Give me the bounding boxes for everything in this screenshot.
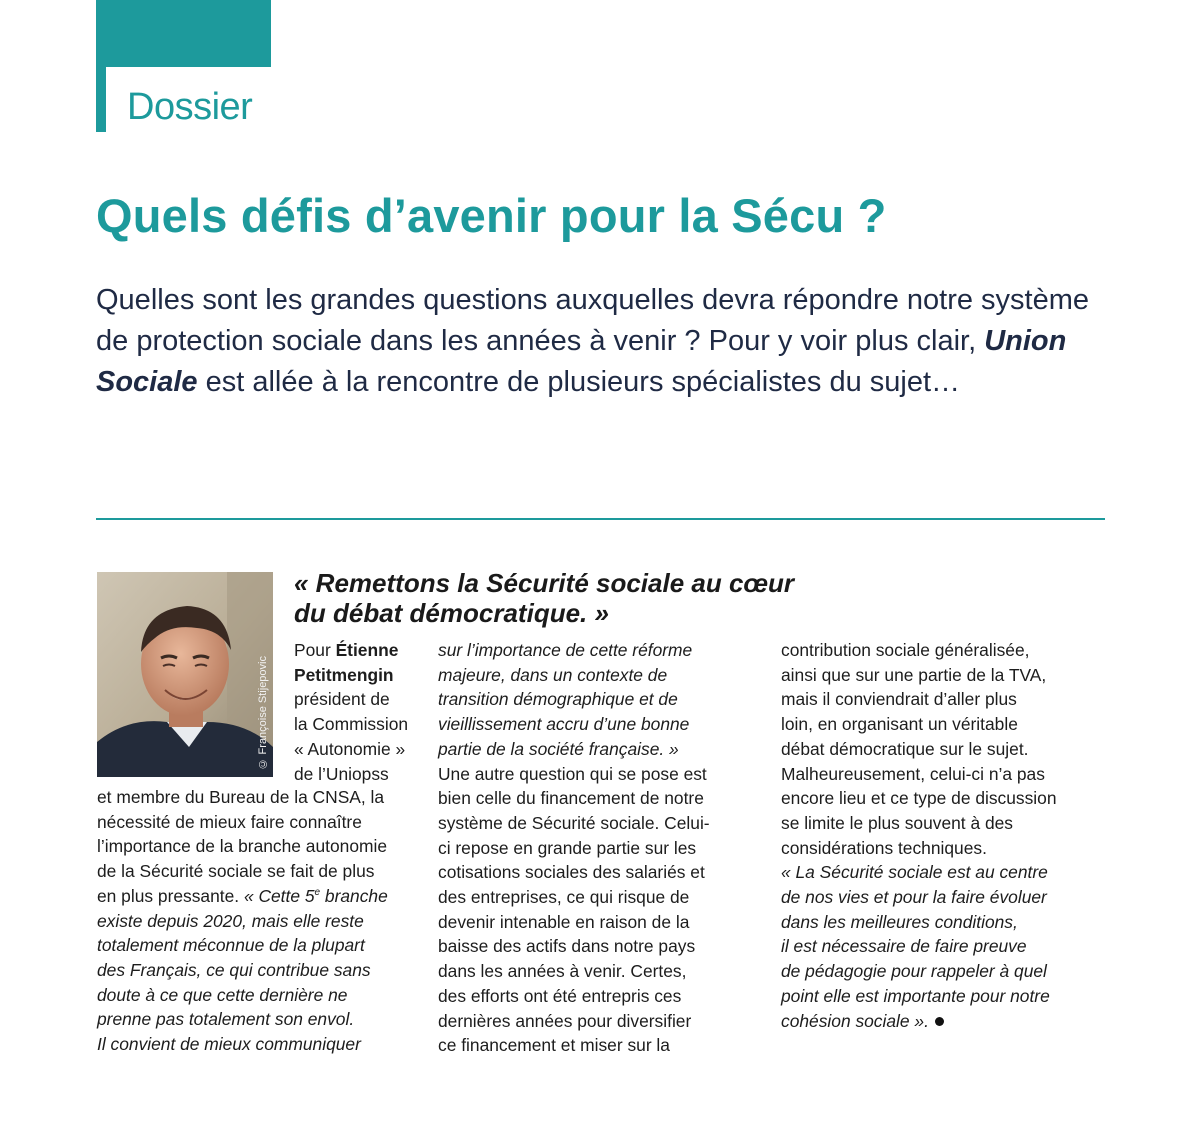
article-column-1 — [97, 785, 388, 1057]
text-line: devenir intenable en raison de la — [438, 911, 690, 932]
lead-text-1: Quelles sont les grandes questions auxquelles devra répondre notre système de protection sociale dans les années à venir ? Pour y voir plus clair, — [96, 284, 1090, 357]
text-span: branche — [320, 885, 388, 906]
text-line: totalement méconnue de la plupart — [97, 935, 365, 956]
text-line: baisse des actifs dans notre pays — [438, 936, 696, 957]
text-line: « Autonomie » — [294, 738, 406, 759]
article-column-1-intro — [294, 638, 408, 786]
article-column-2 — [438, 638, 710, 1058]
text-line: de nos vies et pour la faire évoluer — [781, 887, 1047, 908]
lead-text-2: est allée à la rencontre de plusieurs spécialistes du sujet… — [197, 366, 961, 398]
text-line: président de — [294, 689, 390, 710]
text-line: encore lieu et ce type de discussion — [781, 788, 1057, 809]
text-span: « Cette 5 — [243, 885, 315, 906]
text-line: nécessité de mieux faire connaître — [97, 811, 362, 832]
text-line: des entreprises, ce qui risque de — [438, 887, 690, 908]
interviewee-last-name: Petitmengin — [294, 664, 394, 685]
text-line: système de Sécurité sociale. Celui- — [438, 812, 710, 833]
text-line: « La Sécurité sociale est au centre — [781, 862, 1048, 883]
text-line — [97, 884, 388, 909]
text-line: bien celle du financement de notre — [438, 788, 704, 809]
text-line: des Français, ce qui contribue sans — [97, 959, 371, 980]
text-line: dans les meilleures conditions, — [781, 911, 1018, 932]
text-line: dans les années à venir. Certes, — [438, 961, 687, 982]
text-line: contribution sociale généralisée, — [781, 640, 1030, 660]
article-column-3 — [781, 638, 1057, 1033]
text-line: considérations techniques. — [781, 837, 987, 858]
text-span: cohésion sociale ». — [781, 1010, 929, 1031]
section-header-block — [96, 0, 271, 67]
text-line: cotisations sociales des salariés et — [438, 862, 705, 883]
text-line: et membre du Bureau de la CNSA, la — [97, 787, 385, 807]
text-line: mais il conviendrait d’aller plus — [781, 689, 1017, 710]
text-span: en plus pressante. — [97, 885, 244, 906]
lead-paragraph — [96, 280, 1106, 403]
text-line: sur l’importance de cette réforme — [438, 640, 693, 660]
text-line: il est nécessaire de faire preuve — [781, 936, 1027, 957]
quote-line-1: « Remettons la Sécurité sociale au cœur — [294, 568, 794, 598]
text-line — [781, 1009, 1057, 1034]
text-line: ainsi que sur une partie de la TVA, — [781, 664, 1047, 685]
text-line: dernières années pour diversifier — [438, 1010, 692, 1031]
text-line: des efforts ont été entrepris ces — [438, 985, 682, 1006]
text-line: débat démocratique sur le sujet. — [781, 738, 1029, 759]
text-line: l’importance de la branche autonomie — [97, 836, 388, 857]
text-line: se limite le plus souvent à des — [781, 812, 1013, 833]
text-line: loin, en organisant un véritable — [781, 714, 1018, 735]
text-line: vieillissement accru d’une bonne — [438, 714, 690, 735]
photo-credit: © Françoise Stijepovic — [257, 655, 269, 769]
publication-name: Union Sociale — [96, 325, 1067, 398]
interview-quote-title — [294, 568, 794, 628]
text-line: de la Sécurité sociale se fait de plus — [97, 861, 375, 882]
text-line: Malheureusement, celui-ci n’a pas — [781, 763, 1045, 784]
section-accent-rule — [96, 67, 106, 132]
interviewee-first-name: Étienne — [335, 640, 399, 660]
text-line: ci repose en grande partie sur les — [438, 837, 697, 858]
portrait-illustration — [97, 572, 273, 777]
section-label: Dossier — [127, 86, 253, 128]
text-line: de pédagogie pour rappeler à quel — [781, 961, 1047, 982]
text-line: ce financement et miser sur la — [438, 1035, 670, 1056]
text-line: Une autre question qui se pose est — [438, 763, 707, 784]
superscript: e — [314, 887, 321, 899]
section-divider — [96, 518, 1105, 520]
text-line: de l’Uniopss — [294, 763, 389, 784]
text-span: Pour — [294, 640, 336, 660]
text-line: doute à ce que cette dernière ne — [97, 984, 348, 1005]
quote-line-2: du débat démocratique. » — [294, 598, 609, 628]
text-line: partie de la société française. » — [438, 738, 679, 759]
text-line: existe depuis 2020, mais elle reste — [97, 910, 364, 931]
page-title: Quels défis d’avenir pour la Sécu ? — [96, 189, 887, 242]
text-line: majeure, dans un contexte de — [438, 664, 668, 685]
text-line: point elle est importante pour notre — [781, 985, 1050, 1006]
text-line: la Commission — [294, 714, 409, 735]
text-line: Il convient de mieux communiquer — [97, 1034, 361, 1055]
bullet-end-icon — [935, 1017, 944, 1026]
text-line — [294, 638, 408, 663]
text-line: transition démographique et de — [438, 689, 678, 710]
text-line: prenne pas totalement son envol. — [97, 1009, 355, 1030]
portrait-photo — [97, 572, 273, 777]
